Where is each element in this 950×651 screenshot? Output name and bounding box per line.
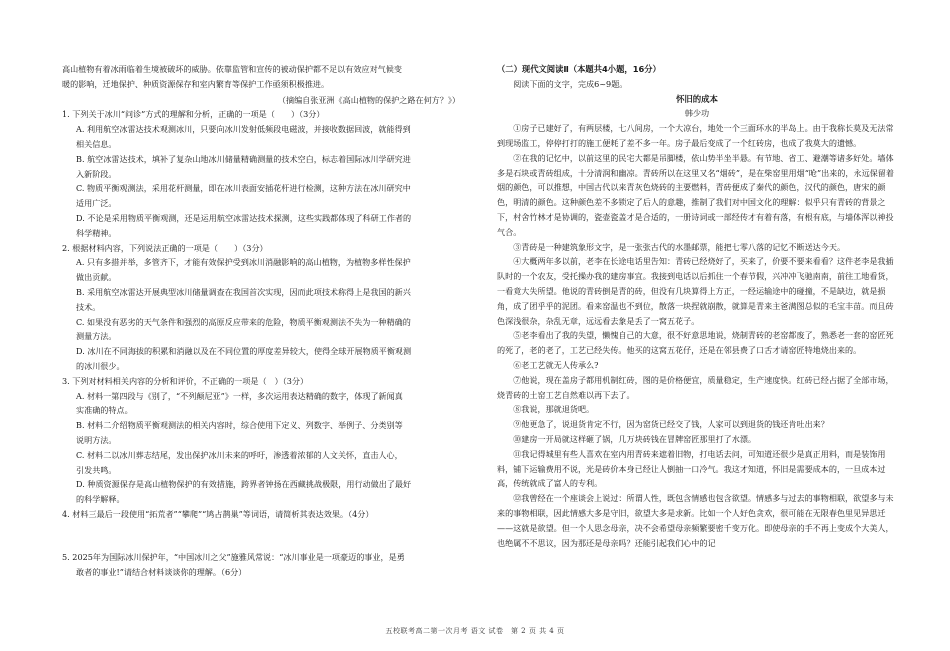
article-paragraph: ⑧我说，那就退货吧。 <box>513 404 595 415</box>
q1-option-line: 科学精神。 <box>76 227 117 238</box>
q1-option-line: 相关信息。 <box>76 138 117 149</box>
answer-space <box>62 536 460 550</box>
right-column <box>497 62 897 550</box>
q1-option-line: 入新阶段。 <box>76 168 117 179</box>
question-2-stem: 2. 根据材料内容，下列说法正确的一项是（ ）（3分） <box>62 242 268 253</box>
article-paragraph: ④大概两年多以前，老李在长途电话里告知：青砖已经烧好了，买来了，价要不要来看看？这件老李是我插队时的一个农友，受托操办我的建房事宜。我接到电话以后抓住一个春节假，兴冲冲飞驰南南，前往工地看货，一看竟大失所望。他说的青砖倒是青的砖，但没有几块算得上方正，一经运输途中的碰撞，不是缺边，就是损角，成了团乎乎的泥团。看来窑温也不到位，散落一块捏就崩散，就算是青来主爸满图总似的毛宝丰苗。而且砖色深浅很杂，杂乱无章，远远看去象是丢了一窝五花子。 <box>497 256 894 326</box>
q2-option-line: 的冰川很少。 <box>76 360 125 371</box>
article-paragraph: ⑪我记得城里有些人喜欢在室内用青砖来遮着旧物，打电话去问，可知道还很少是真正用料，而是装饰用料，铺下运输费用不说，光是砖价本身已经让人倒抽一口冷气。我这才知道，怀旧是需要成本的，一旦成本过高，传统就成了富人的专利。 <box>497 448 886 489</box>
article-author: 韩少功 <box>684 108 710 119</box>
q3-option-line: 引发共鸣。 <box>76 464 117 475</box>
article-paragraph: ⑥老工艺就无人传承么? <box>513 359 599 370</box>
answer-space <box>62 522 460 536</box>
page-footer: 五校联考高二第一次月考 语文 试卷 第 2 页 共 4 页 <box>385 627 565 635</box>
q2-option-line: D. 冰川在不同海拔的积累和消融以及在不同位置的厚度差异较大，使得全球开展物质平衡观测 <box>76 346 412 357</box>
q3-option-line: 实准确的特点。 <box>76 405 133 416</box>
q1-option-line: 适用广泛。 <box>76 198 117 209</box>
q3-option-line: C. 材料二以冰川葬志结尾，发出保护冰川未来的呼吁，渗透着浓郁的人文关怀，直击人心， <box>76 449 403 460</box>
article-paragraph: ⑨他更急了，说退货肯定不行，因为窑货已经交了钱，人家可以到退货的钱还肯吐出来？ <box>513 419 829 430</box>
article-paragraph: ①房子已建好了，有两层楼，七八间房，一个大凉台，地处一个三面环水的半岛上。由于我称长莫及无法常到现场监工，停停打打的施工便耗了差不多一年。房子最后变成了一个红砖房，也成了我莫大的遗憾。 <box>497 123 894 148</box>
q2-option-line: 技术。 <box>76 301 101 312</box>
q2-option-line: C. 如果没有恶劣的天气条件和强烈的高原反应带来的危险，物质平衡观测法不失为一种精确的 <box>76 316 411 327</box>
q2-option-line: A. 只有多措并举，多管齐下，才能有效保护受到冰川消融影响的高山植物，为植物多样性保护 <box>76 257 411 268</box>
article-paragraph: ⑫我曾经在一个座谈会上说过：所谓人性，既包含情感也包含欲望。情感多与过去的事物相联，欲望多与未来的事物相联，因此情感大多是守旧，欲望大多是求新。比如一个人好色贪欢，很可能在无限春色里见异思迁——这就是欲望。但一个人思念母亲，决不会希望母亲频繁要密千变万化。即使母亲的手不再上变成个大美人，也绝属不不思议，因为那还是母亲吗？还能引起我们心中的记 <box>497 493 894 548</box>
reading-instruction: 阅读下面的文字，完成6~9题。 <box>513 78 628 89</box>
left-column <box>62 62 460 579</box>
article-paragraph: ③青砖是一种建筑象形文字，是一张张古代的水墨邮票，能把七零八落的记忆不断送达今天。 <box>513 241 846 252</box>
q3-option-line: 说明方法。 <box>76 434 117 445</box>
question-4: 4. 材料三最后一段使用“拓荒者”“攀爬”“鸠占鹊巢”等词语，请简析其表达效果。（4分） <box>62 508 374 519</box>
q1-option-line: D. 不论是采用物质平衡观测，还是运用航空冰雷达技术探测，这些实践都体现了科研工作者的 <box>76 212 412 223</box>
question-1-stem: 1. 下列关于冰川“问诊”方式的理解和分析，正确的一项是（ ）（3分） <box>62 109 325 120</box>
q2-option-line: 测量方法。 <box>76 331 117 342</box>
q2-option-line: B. 采用航空冰雷达开展典型冰川储量调查在我国首次实现，因而此项技术称得上是我国的新兴 <box>76 286 411 297</box>
q1-option-line: C. 物质平衡观测法，采用花杆测量，即在冰川表面安插花杆进行检测，这种方法在冰川研究中 <box>76 183 411 194</box>
intro-line: 高山植物有着冰雨临着生境被破坏的威胁。依靠监管和宣传的被动保护都不足以有效应对气候变 <box>62 64 402 74</box>
question-3-stem: 3. 下列对材料相关内容的分析和评价，不正确的一项是（ ）（3分） <box>62 375 309 386</box>
article-paragraph: ⑤老李看出了我的失望，懒愧自己的大意，很不好意思地说，烧制青砖的老窑都废了，熟悉老一套的窑匠死的死了，老的老了，工艺已经失传。他买的这窝五花仔，还是在邻县费了口舌才请窑匠特地烧出来的。 <box>497 330 894 356</box>
article-paragraph: ⑦他说，现在盖房子都用机制红砖，图的是价格便宜，质量稳定，生产速度快。红砖已经占据了全部市场，烧青砖的土窑工艺自然难以再下去了。 <box>497 374 894 400</box>
section-title: （二）现代文阅读Ⅱ（本题共4小题，16分） <box>497 64 661 74</box>
q3-option-line: B. 材料二介绍物质平衡观测法的相关内容时，综合使用下定义、列数字、举例子、分类别等 <box>76 420 403 431</box>
q2-option-line: 做出贡献。 <box>76 272 117 283</box>
article-title: 怀旧的成本 <box>676 93 718 104</box>
article-paragraph: ⑩建房一开局就这样砸了锅，几万块砖钱在冒牌窑匠那里打了水漂。 <box>513 433 757 444</box>
question-5-line: 敢者的事业!”请结合材料谈谈你的理解。（6分） <box>76 566 247 577</box>
article-paragraph: ②在我的记忆中，以前这里的民宅大都是吊脚楼，依山势半坐半悬。有节地、省工、避潮等诸多好处。墙体多是石块或青砖组成，十分清润和幽凉。青砖所以在这里又名“烟砖”，是在柴窑里用烟“呛”出来的，永远保留着烟的颜色，可以推想，中国古代以来青灰色烧砖的主要燃料，青砖便成了秦代的颜色，汉代的颜色，唐宋的颜色，明清的颜色。这种颜色差不多锁定了后人的意趣，推制了我们对中国文化的理解：似乎只有青砖的背景之下，村舍竹林才是协调的，瓷壶瓷盖才是合适的，一册诗词或一部经传才有着有落，有根有底，与墙体浑以神投气合。 <box>497 152 894 237</box>
q3-option-line: A. 材料一第四段与《别了，“不列颠尼亚”》一样，多次运用表达精确的数字，体现了新闻真 <box>76 390 403 401</box>
q3-option-line: D. 种质资源保存是高山植物保护的有效措施，跨界者钟扬在西藏挑战极限，用行动做出了最好 <box>76 479 412 490</box>
q3-option-line: 的科学解释。 <box>76 494 125 505</box>
question-5-line: 5. 2025年为国际冰川保护年，“中国冰川之父”施雅风常说：“冰川事业是一项豪迈的事业，是勇 <box>62 551 405 562</box>
source-citation: （摘编自张亚洲《高山植物的保护之路在何方？》） <box>277 94 460 105</box>
q1-option-line: B. 航空冰雷达技术，填补了复杂山地冰川储量精确测量的技术空白，标志着国际冰川学研究进 <box>76 153 411 164</box>
intro-line: 暖的影响，迁地保护、种质资源保存和室内繁育等保护工作亟须积极推进。 <box>62 78 330 89</box>
q1-option-line: A. 利用航空冰雷达技术观测冰川，只要向冰川发射低频段电磁波，并接收数据回波，就能得到 <box>76 124 411 135</box>
